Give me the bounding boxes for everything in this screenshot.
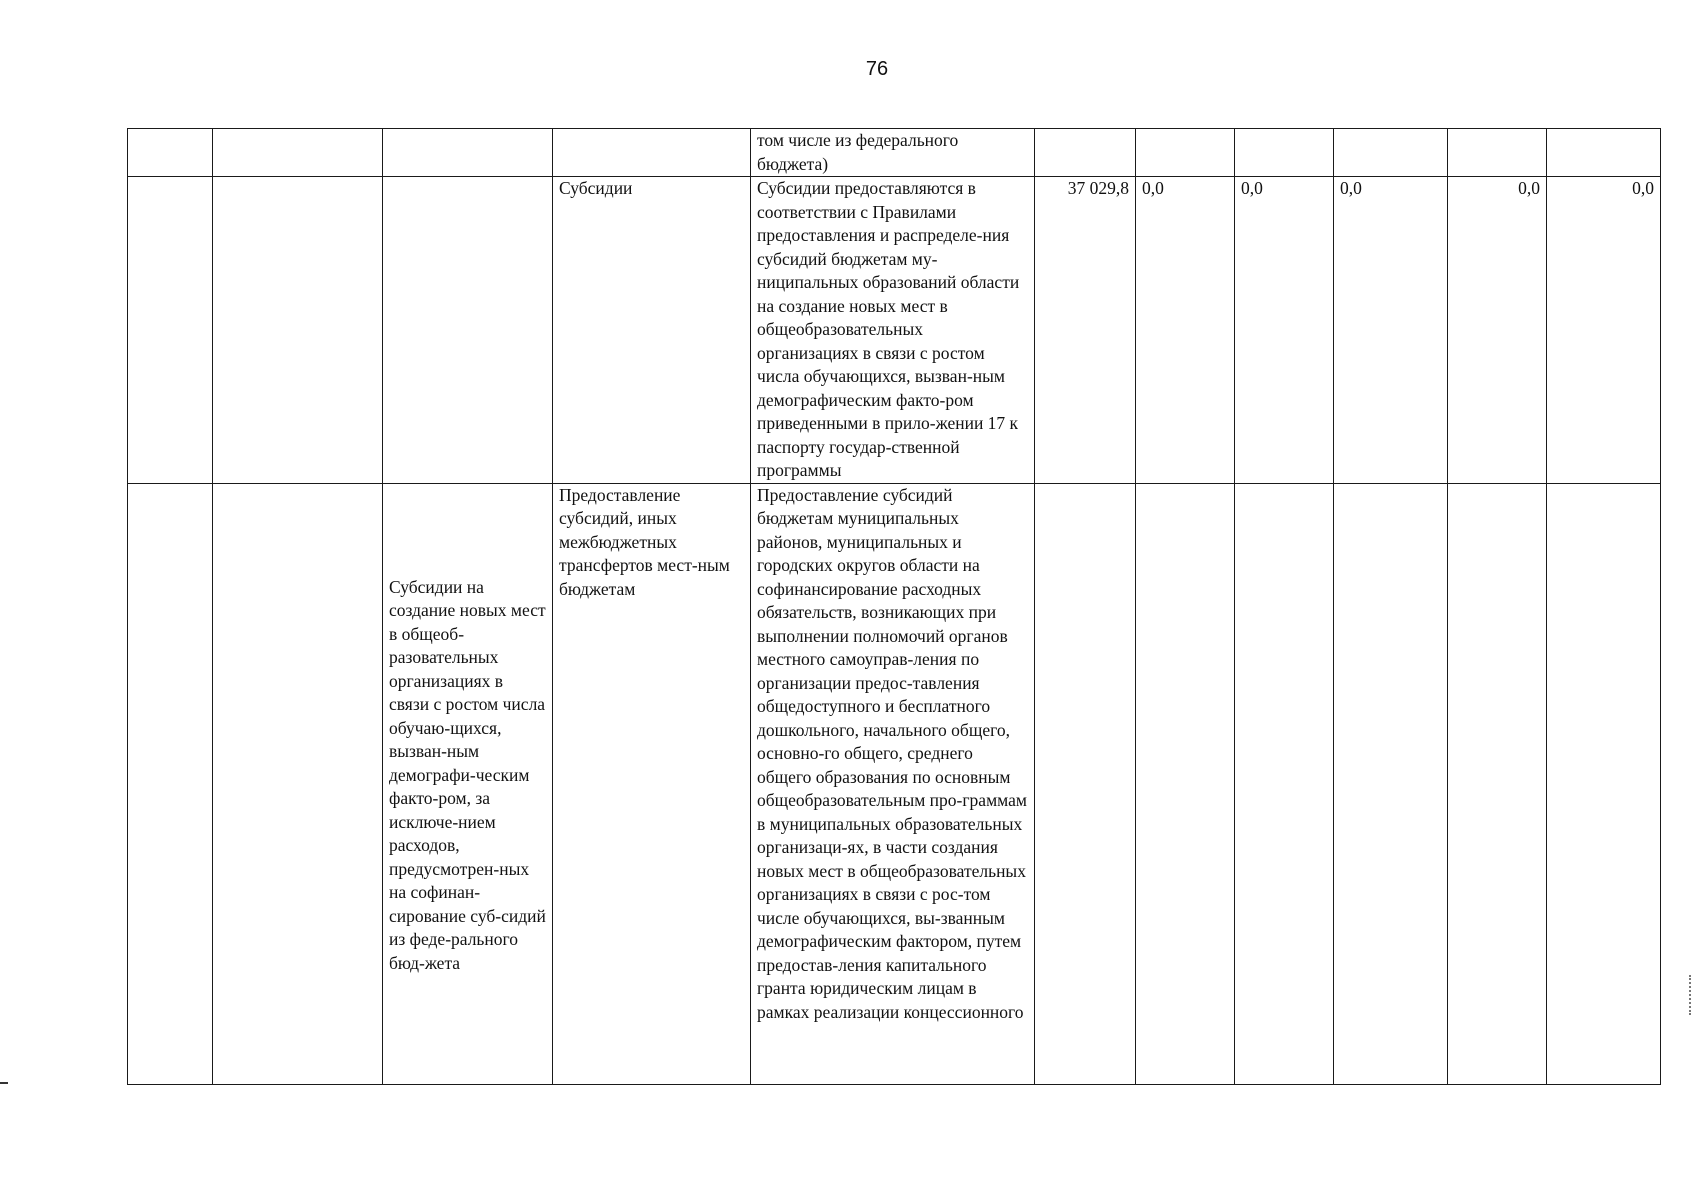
table-cell-type: Субсидии [553, 177, 751, 484]
table-row [128, 483, 1661, 1084]
table-cell-value [1035, 129, 1136, 177]
table-cell-description [751, 483, 1035, 1084]
table-cell-value [1334, 129, 1448, 177]
budget-table [127, 128, 1661, 1085]
table-cell-program [213, 483, 383, 1084]
table-cell-value [1235, 483, 1334, 1084]
table-cell-value [1136, 129, 1235, 177]
table-cell-value [1448, 129, 1547, 177]
table-cell-number [128, 129, 213, 177]
table-cell-number [128, 483, 213, 1084]
table-cell-measure [383, 483, 553, 1084]
table-cell-value [1334, 483, 1448, 1084]
table-cell-value [1547, 129, 1661, 177]
description-text: Предоставление субсидий бюджетам муниципальных районов, муниципальных и городских округов области на софинансирование расходных обязательств, возникающих при выполнении полномочий органов местного самоуправ-ления по организации предос-тавления общедоступного и бесплатного дошкольного, начального общего, основно-го общего, среднего общего образования по основным общеобразовательным про-граммам в муниципальных образовательных организаци-ях, в части создания новых мест в общеобразовательных организациях в связи с рос-том числе обучающихся, вы-званным демографическим фактором, путем предостав-ления капитального гранта юридическим лицам в рамках реализации концессионного [757, 484, 1027, 1022]
table-cell-program [213, 177, 383, 484]
scan-edge-mark [0, 1082, 8, 1084]
table-cell-value: 37 029,8 [1035, 177, 1136, 484]
table-cell-value [1547, 483, 1661, 1084]
table-cell-value: 0,0 [1448, 177, 1547, 484]
table-row [128, 177, 1661, 484]
table-cell-value: 0,0 [1136, 177, 1235, 484]
table-cell-type: Предоставление субсидий, иных межбюджетных трансфертов мест-ным бюджетам [553, 483, 751, 1084]
table-cell-value [1136, 483, 1235, 1084]
table-cell-measure [383, 129, 553, 177]
measure-text: Субсидии на создание новых мест в общеоб-разовательных организациях в связи с ростом числа обучаю-щихся, вызван-ным демографи-ческим факто-ром, за исключе-нием расходов, предусмотрен-ных на софинан-сирование суб-сидий из феде-рального бюд-жета [389, 576, 546, 973]
table-row [128, 129, 1661, 177]
table-cell-value: 0,0 [1235, 177, 1334, 484]
table-cell-description: том числе из федерального бюджета) [751, 129, 1035, 177]
table-cell-value [1035, 483, 1136, 1084]
table-cell-program [213, 129, 383, 177]
table-cell-measure [383, 177, 553, 484]
table-cell-value [1448, 483, 1547, 1084]
table-cell-description: Субсидии предоставляются в соответствии с Правилами предоставления и распределе-ния субсидий бюджетам му-ниципальных образований области на создание новых мест в общеобразовательных организациях в связи с ростом числа обучающихся, вызван-ным демографическим факто-ром приведенными в прило-жении 17 к паспорту государ-ственной программы [751, 177, 1035, 484]
table-cell-value [1235, 129, 1334, 177]
table-cell-type [553, 129, 751, 177]
table-cell-value: 0,0 [1547, 177, 1661, 484]
page-number: 76 [865, 58, 889, 80]
table-cell-value: 0,0 [1334, 177, 1448, 484]
table-cell-number [128, 177, 213, 484]
scan-edge-dots [1689, 975, 1693, 1015]
